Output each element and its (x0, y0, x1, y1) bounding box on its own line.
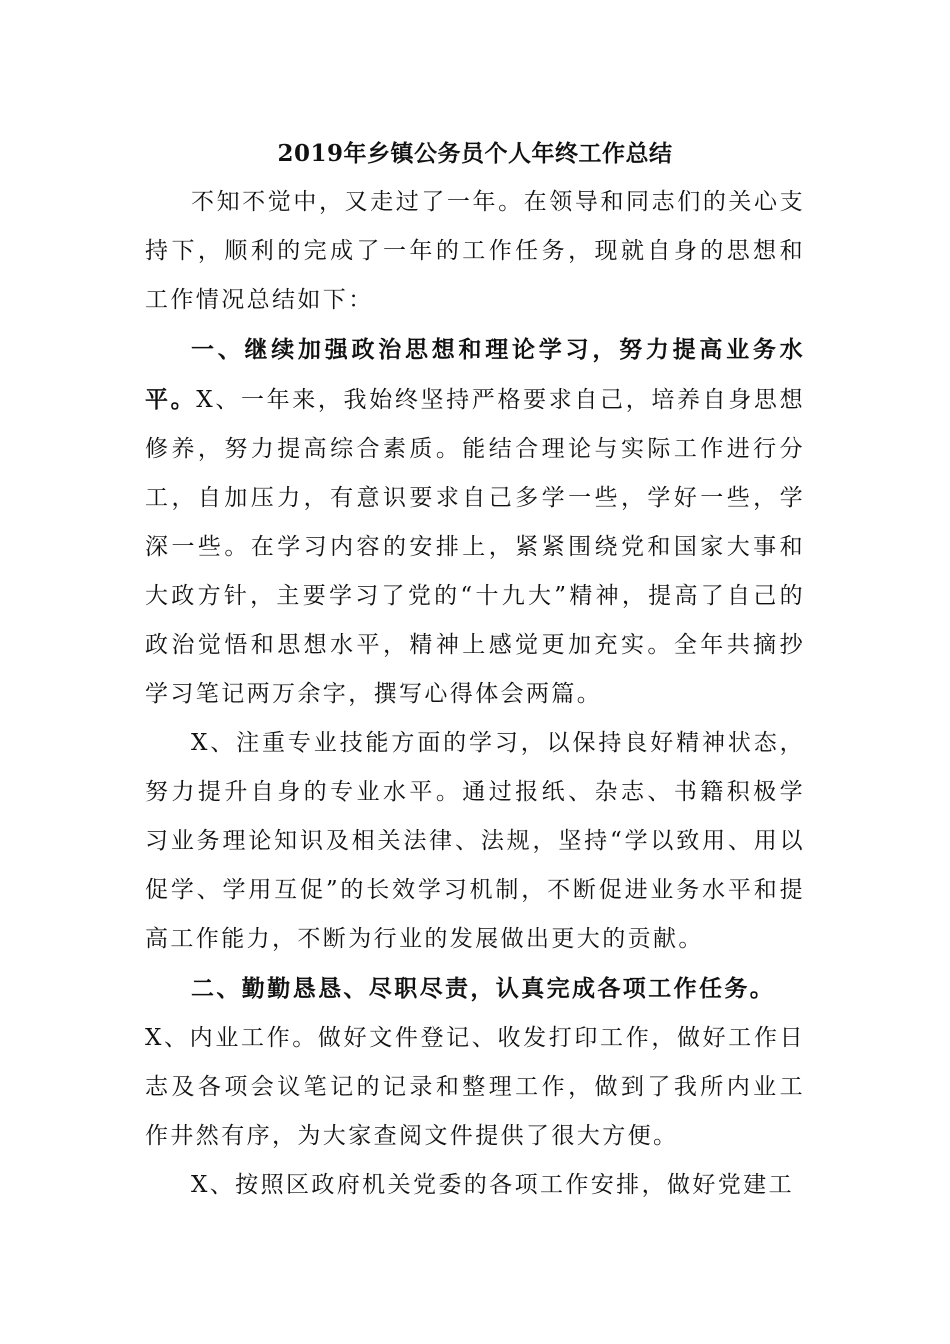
paragraph-section-2-heading (145, 964, 805, 1014)
paragraph-section-1 (145, 325, 805, 719)
document-body (145, 178, 805, 1210)
paragraph-internal-work: X、内业工作。做好文件登记、收发打印工作，做好工作日志及各项会议笔记的记录和整理工作，做到了我所内业工作井然有序，为大家查阅文件提供了很大方便。 (145, 1025, 805, 1149)
section-1-heading: 一、继续加强政治思想和理论学习，努力提高业务水平。 (145, 336, 805, 413)
paragraph-intro: 不知不觉中，又走过了一年。在领导和同志们的关心支持下，顺利的完成了一年的工作任务，现就自身的思想和工作情况总结如下： (145, 189, 805, 313)
document-title: 2019年乡镇公务员个人年终工作总结 (277, 140, 673, 167)
section-1-text: X、一年来，我始终坚持严格要求自己，培养自身思想修养，努力提高综合素质。能结合理论与实际工作进行分工，自加压力，有意识要求自己多学一些，学好一些，学深一些。在学习内容的安排上，紧紧围绕党和国家大事和大政方针，主要学习了党的“十九大”精神，提高了自己的政治觉悟和思想水平，精神上感觉更加充实。全年共摘抄学习笔记两万余字，撰写心得体会两篇。 (145, 387, 805, 707)
section-2-heading: 二、勤勤恳恳、尽职尽责，认真完成各项工作任务。 (191, 975, 776, 1002)
paragraph-party-work: X、按照区政府机关党委的各项工作安排，做好党建工 (191, 1172, 794, 1198)
paragraph-professional-study: X、注重专业技能方面的学习，以保持良好精神状态，努力提升自身的专业水平。通过报纸、杂志、书籍积极学习业务理论知识及相关法律、法规，坚持“学以致用、用以促学、学用互促”的长效学习机制，不断促进业务水平和提高工作能力，不断为行业的发展做出更大的贡献。 (145, 730, 805, 952)
